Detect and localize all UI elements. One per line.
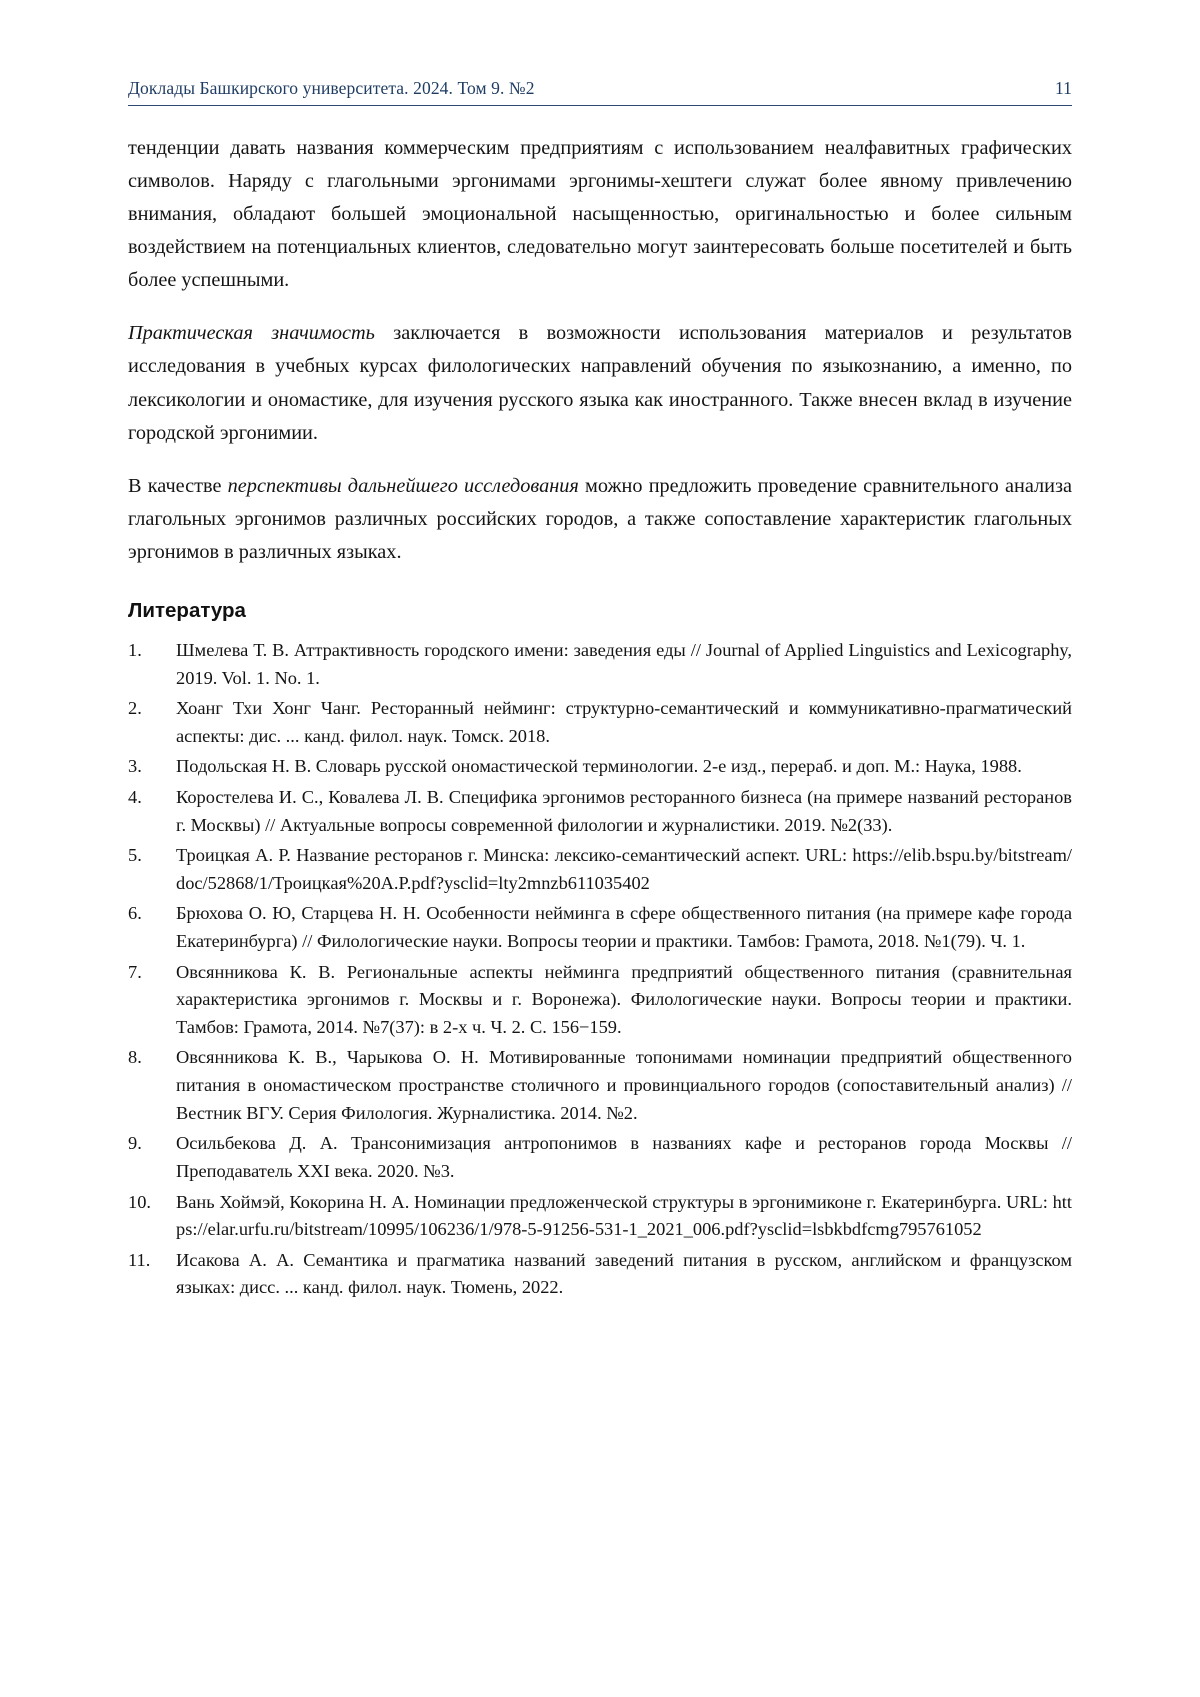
reference-text: Вань Хоймэй, Кокорина Н. А. Номинации предложенческой структуры в эргонимиконе г. Екатеринбурга. URL: https://elar.urfu.ru/bitstream/10995/106236/1/978-5-91256-531-1_2021_006.pdf?ysclid=lsbkbdfcmg795761052 — [176, 1191, 1072, 1240]
paragraph-3 — [128, 470, 1072, 569]
paragraph-3-italic: перспективы дальнейшего исследования — [227, 474, 579, 497]
paragraph-1: тенденции давать названия коммерческим предприятиям с использованием неалфавитных графических символов. Наряду с глагольными эргонимами эргонимы-хештеги служат более явному привлечению внимания, обладают большей эмоциональной насыщенностью, оригинальностью и более сильным воздействием на потенциальных клиентов, следовательно могут заинтересовать больше посетителей и быть более успешными. — [128, 137, 1072, 292]
reference-number: 6. — [128, 903, 142, 924]
reference-item — [128, 900, 1072, 955]
reference-item — [128, 637, 1072, 692]
reference-number: 10. — [128, 1191, 151, 1212]
reference-item — [128, 1044, 1072, 1127]
paragraph-2 — [128, 317, 1072, 449]
reference-text: Шмелева Т. В. Аттрактивность городского имени: заведения еды // Journal of Applied Linguistics and Lexicography, 2019. Vol. 1. No. 1. — [176, 639, 1072, 688]
reference-number: 4. — [128, 786, 142, 807]
reference-text: Троицкая А. Р. Название ресторанов г. Минска: лексико-семантический аспект. URL: https://elib.bspu.by/bitstream/doc/52868/1/Троицкая%20A.P.pdf?ysclid=lty2mnzb611035402 — [176, 845, 1072, 893]
reference-text: Брюхова О. Ю, Старцева Н. Н. Особенности нейминга в сфере общественного питания (на примере кафе города Екатеринбурга) // Филологические науки. Вопросы теории и практики. Тамбов: Грамота, 2018. №1(79). Ч. 1. — [176, 903, 1072, 952]
reference-number: 11. — [128, 1249, 151, 1270]
reference-number: 2. — [128, 698, 142, 719]
reference-number: 1. — [128, 639, 142, 660]
references-heading: Литература — [128, 598, 246, 622]
paragraph-3-lead: В качестве — [128, 474, 228, 497]
paragraph-2-italic-lead: Практическая значимость — [128, 322, 375, 345]
reference-text: Овсянникова К. В. Региональные аспекты нейминга предприятий общественного питания (сравнительная характеристика эргонимов г. Москвы и г. Воронежа). Филологические науки. Вопросы теории и практики. Тамбов: Грамота, 2014. №7(37): в 2-х ч. Ч. 2. С. 156−159. — [176, 961, 1072, 1037]
paragraph-2-rest: заключается в возможности использования материалов и результатов исследования в учебных курсах филологических направлений обучения по языкознанию, а именно, по лексикологии и ономастике, для изучения русского языка как иностранного. Также внесен вклад в изучение городской эргонимии. — [128, 322, 1072, 444]
reference-number: 5. — [128, 845, 142, 866]
reference-number: 8. — [128, 1047, 142, 1068]
page-number: 11 — [1054, 78, 1072, 98]
reference-item — [128, 959, 1072, 1042]
reference-item — [128, 1189, 1072, 1244]
running-head — [128, 78, 1072, 106]
body-text — [128, 132, 1072, 569]
reference-item — [128, 842, 1072, 897]
reference-number: 9. — [128, 1133, 142, 1154]
reference-item — [128, 1247, 1072, 1302]
reference-text: Овсянникова К. В., Чарыкова О. Н. Мотивированные топонимами номинации предприятий общественного питания в ономастическом пространстве столичного и провинциального городов (сопоставительный анализ) // Вестник ВГУ. Серия Филология. Журналистика. 2014. №2. — [176, 1047, 1072, 1123]
reference-text: Хоанг Тхи Хонг Чанг. Ресторанный нейминг: структурно-семантический и коммуникативно-прагматический аспекты: дис. ... канд. филол. наук. Томск. 2018. — [176, 698, 1072, 746]
journal-title: Доклады Башкирского университета. 2024. Том 9. №2 — [128, 78, 535, 98]
reference-text: Коростелева И. С., Ковалева Л. В. Специфика эргонимов ресторанного бизнеса (на примере названий ресторанов г. Москвы) // Актуальные вопросы современной филологии и журналистики. 2019. №2(33). — [176, 786, 1072, 835]
reference-text: Осильбекова Д. А. Трансонимизация антропонимов в названиях кафе и ресторанов города Москвы // Преподаватель XXI века. 2020. №3. — [176, 1133, 1072, 1181]
paragraph-3-rest: можно предложить проведение сравнительного анализа глагольных эргонимов различных российских городов, а также сопоставление характеристик глагольных эргонимов в различных языках. — [128, 474, 1072, 563]
references-list — [128, 637, 1072, 1302]
reference-item — [128, 753, 1072, 781]
reference-item — [128, 1130, 1072, 1185]
reference-text: Исакова А. А. Семантика и прагматика названий заведений питания в русском, английском и французском языках: дисс. ... канд. филол. наук. Тюмень, 2022. — [176, 1249, 1072, 1298]
reference-number: 7. — [128, 961, 142, 982]
reference-item — [128, 784, 1072, 839]
reference-text: Подольская Н. В. Словарь русской ономастической терминологии. 2-е изд., перераб. и доп. М.: Наука, 1988. — [176, 756, 1022, 777]
reference-item — [128, 695, 1072, 750]
reference-number: 3. — [128, 756, 142, 777]
page-content — [128, 78, 1072, 1305]
